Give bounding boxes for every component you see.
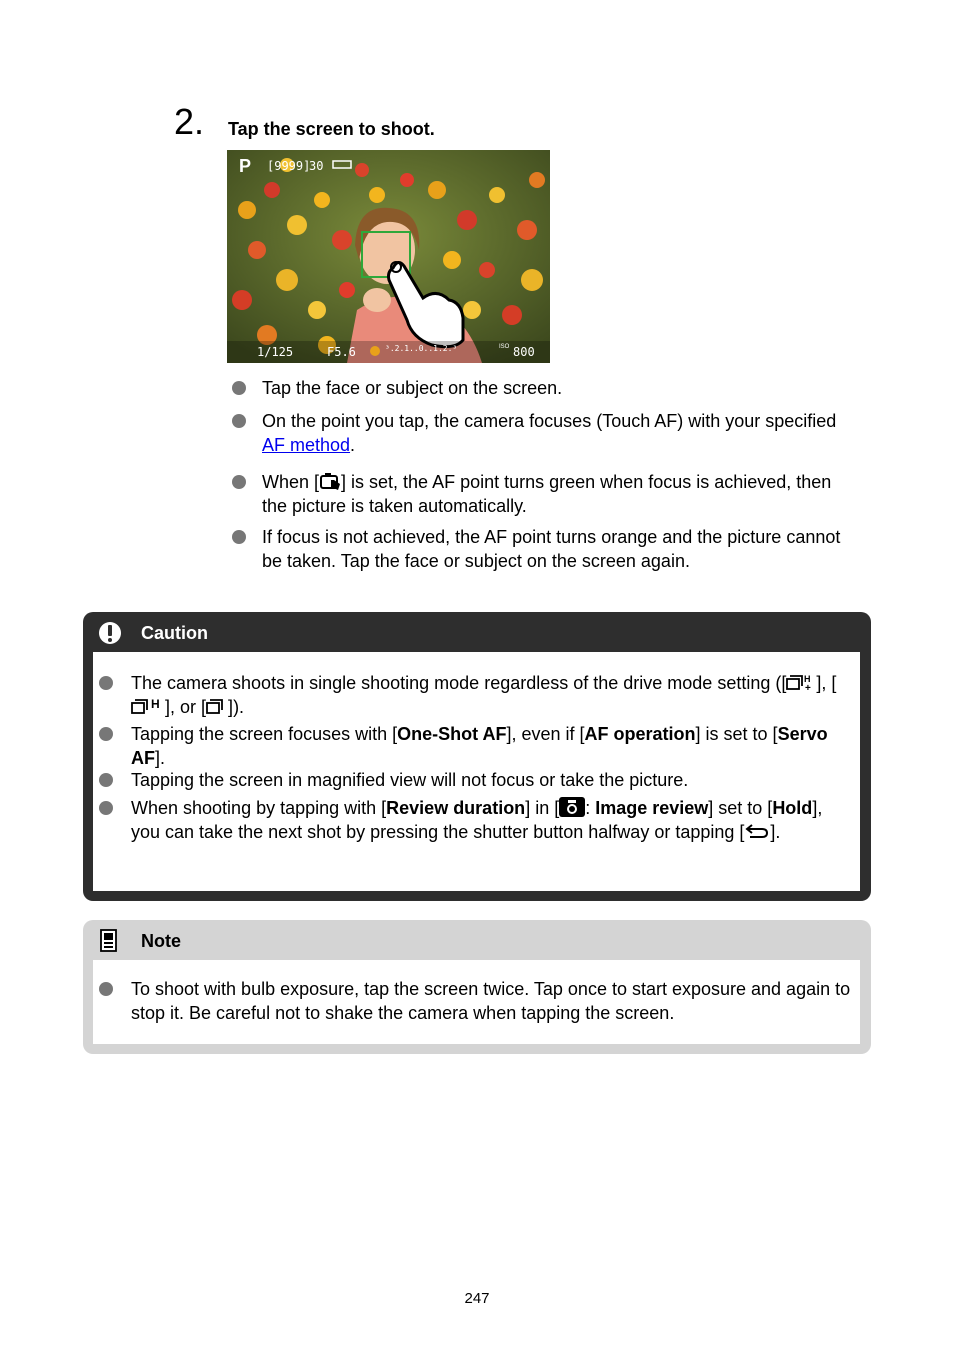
step-number: 2. — [174, 101, 205, 142]
svg-text:H: H — [151, 697, 160, 711]
caution-box — [83, 612, 871, 901]
list-item: The camera shoots in single shooting mode regardless of the drive mode setting ([ H + ], [ H ], or [ ]). — [131, 671, 851, 719]
bullet-icon — [232, 414, 246, 428]
bullet-icon — [99, 773, 113, 787]
drive-high-speed-plus-icon — [786, 672, 816, 692]
drive-high-speed-icon — [131, 696, 165, 716]
bullet-icon — [99, 801, 113, 815]
note-header — [83, 920, 871, 960]
list-item: Tapping the screen focuses with [One-Shot AF], even if [AF operation] is set to [Servo AF]. — [131, 722, 851, 770]
screen-shots: [9999] — [267, 159, 311, 173]
svg-text:+: + — [805, 683, 812, 692]
bullet-icon — [232, 381, 246, 395]
list-item: To shoot with bulb exposure, tap the screen twice. Tap once to start exposure and again to stop it. Be careful not to shake the camera when tapping the screen. — [131, 977, 851, 1025]
caution-header — [83, 612, 871, 652]
screen-iso: 800 — [513, 345, 535, 359]
screen-iso-label: ISO — [499, 344, 510, 350]
list-item: When [ ] is set, the AF point turns green when focus is achieved, then the picture is taken automatically. — [228, 470, 848, 518]
list-item: Tap the face or subject on the screen. — [228, 376, 562, 400]
note-box — [83, 920, 871, 1054]
caution-title: Caution — [141, 623, 208, 643]
list-item: When shooting by tapping with [Review duration] in [ : Image review] set to [Hold], you can take the next shot by pressing the shutter button halfway or tapping [ ]. — [131, 796, 851, 844]
bullet-icon — [232, 530, 246, 544]
list-item: On the point you tap, the camera focuses (Touch AF) with your specified AF method. — [228, 409, 848, 457]
screen-aperture: F5.6 — [327, 345, 356, 359]
bullet-icon — [99, 727, 113, 741]
page-number: 247 — [464, 1290, 490, 1307]
screen-mode: P — [239, 156, 252, 176]
caution-icon — [98, 621, 122, 645]
screen-shutter: 1/125 — [257, 345, 294, 359]
drive-low-speed-icon — [206, 696, 228, 716]
camera-shooting-tab-icon — [559, 797, 585, 817]
bullet-icon — [232, 475, 246, 489]
af-method-link[interactable]: AF method — [262, 435, 351, 455]
caution-body — [93, 652, 860, 891]
touch-shutter-icon — [319, 471, 341, 491]
exposure-icon — [370, 346, 380, 356]
return-icon — [744, 821, 770, 841]
screen-exposure-scale: ³.2.1..0..1.2.³ — [385, 344, 458, 353]
bullet-icon — [99, 982, 113, 996]
svg-text:H: H — [804, 674, 811, 684]
list-item: If focus is not achieved, the AF point turns orange and the picture cannot be taken. Tap the face or subject on the screen again. — [228, 525, 848, 573]
bullet-icon — [99, 676, 113, 690]
screen-burst: 30 — [309, 159, 324, 173]
note-body — [93, 960, 860, 1044]
step-title: Tap the screen to shoot. — [228, 119, 435, 139]
note-title: Note — [141, 931, 181, 951]
list-item: Tapping the screen in magnified view will not focus or take the picture. — [131, 768, 851, 792]
camera-screen-image — [227, 150, 550, 363]
note-icon — [98, 929, 120, 953]
